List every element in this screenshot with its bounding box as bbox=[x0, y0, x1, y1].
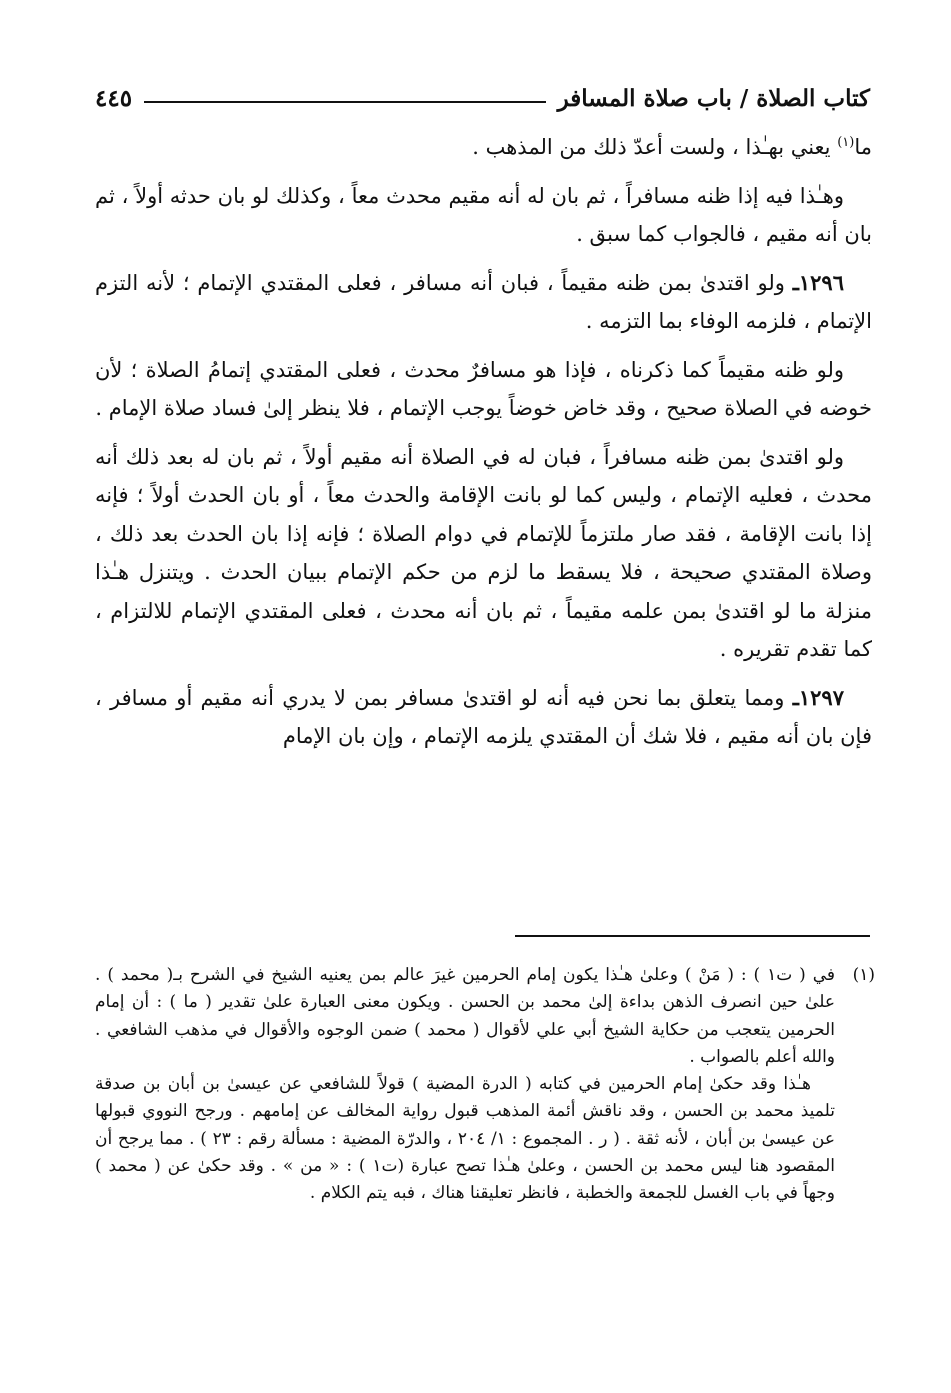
paragraph-3 bbox=[95, 264, 872, 341]
main-text bbox=[95, 128, 872, 766]
footnote-1 bbox=[95, 962, 875, 1208]
page-number: ٤٤٥ bbox=[95, 84, 133, 112]
paragraph-6 bbox=[95, 679, 872, 756]
footnote-reference: (١) bbox=[837, 135, 855, 150]
footnote-body bbox=[95, 962, 835, 1208]
paragraph-4: ولو ظنه مقيماً كما ذكرناه ، فإذا هو مسافرٌ محدث ، فعلى المقتدي إتمامُ الصلاة ؛ لأن خوضه في الصلاة صحيح ، وقد خاض خوضاً يوجب الإتمام ، فلا ينظر إلىٰ فساد صلاة الإمام . bbox=[95, 357, 872, 420]
chapter-title: كتاب الصلاة / باب صلاة المسافر bbox=[557, 84, 870, 112]
paragraph-5: ولو اقتدىٰ بمن ظنه مسافراً ، فبان له في الصلاة أنه مقيم أولاً ، ثم بان له بعد ذلك أنه محدث ، فعليه الإتمام ، وليس كما لو بانت الإقامة والحدث معاً ، أو بان الحدث أولاً ؛ فإنه إذا بانت الإقامة ، فقد صار ملتزماً للإتمام في دوام الصلاة ؛ فإنه إذا بان الحدث بعد ذلك ، وصلاة المقتدي صحيحة ، فلا يسقط ما لزم من حكم الإتمام ببيان الحدث . ويتنزل هـٰذا منزلة ما لو اقتدىٰ بمن علمه مقيماً ، ثم بان أنه محدث ، فعلى المقتدي الإتمام للالتزام ، كما تقدم تقريره . bbox=[95, 444, 872, 661]
footnote-paragraph-1: في ( ت١ ) : ( مَنْ ) وعلىٰ هـٰذا يكون إمام الحرمين غيرَ عالم بمن يعنيه الشيخ في الشرح بـ( محمد ) . علىٰ حين انصرف الذهن بداءة إلىٰ محمد بن الحسن . ويكون معنى العبارة علىٰ تقدير ( ما ) : أن إمام الحرمين يتعجب من حكاية الشيخ أبي علي لأقوال ( محمد ) ضمن الوجوه والأقوال في مذهب الشافعي . والله أعلم بالصواب . bbox=[95, 965, 835, 1067]
footnote-paragraph-2: هـٰذا وقد حكىٰ إمام الحرمين في كتابه ( الدرة المضية ) قولاً للشافعي عن عيسىٰ بن أبان بن صدقة تلميذ محمد بن الحسن ، وقد ناقش أئمة المذهب قبول رواية المخالف عن إمامهم . ورجح النووي قبولها عن عيسىٰ بن أبان ، لأنه ثقة . ( ر . المجموع : ١/ ٢٠٤ ، والدرّة المضية : مسألة رقم : ٢٣ ) . مما يرجح أن المقصود هنا ليس محمد بن الحسن ، وعلىٰ هـٰذا تصح عبارة (ت١ ) : « من » . وقد حكىٰ عن ( محمد ) وجهاً في باب الغسل للجمعة والخطبة ، فانظر تعليقنا هناك ، فبه يتم الكلام . bbox=[95, 1074, 835, 1204]
footnotes bbox=[95, 962, 875, 1208]
footnote-separator bbox=[515, 935, 870, 937]
footnote-marker: (١) bbox=[852, 965, 875, 985]
running-header bbox=[95, 78, 870, 118]
paragraph-3-text: ولو اقتدىٰ بمن ظنه مقيماً ، فبان أنه مسافر ، فعلى المقتدي الإتمام ؛ لأنه التزم الإتمام ، فلزمه الوفاء بما التزمه . bbox=[95, 270, 872, 333]
paragraph-6-text: ومما يتعلق بما نحن فيه أنه لو اقتدىٰ مسافر بمن لا يدري أنه مقيم أو مسافر ، فإن بان أنه مقيم ، فلا شك أن المقتدي يلزمه الإتمام ، وإن بان الإمام bbox=[95, 685, 872, 748]
paragraph-number-1296: ١٢٩٦ـ bbox=[792, 269, 844, 295]
paragraph-1-start: ما bbox=[854, 135, 872, 159]
paragraph-number-1297: ١٢٩٧ـ bbox=[792, 684, 844, 710]
paragraph-1 bbox=[95, 128, 872, 167]
paragraph-2: وهـٰذا فيه إذا ظنه مسافراً ، ثم بان له أنه مقيم محدث معاً ، وكذلك لو بان حدثه أولاً ، ثم بان أنه مقيم ، فالجواب كما سبق . bbox=[95, 183, 872, 246]
paragraph-1-rest: يعني بهـٰذا ، ولست أعدّ ذلك من المذهب . bbox=[472, 135, 838, 159]
header-rule bbox=[144, 101, 546, 103]
